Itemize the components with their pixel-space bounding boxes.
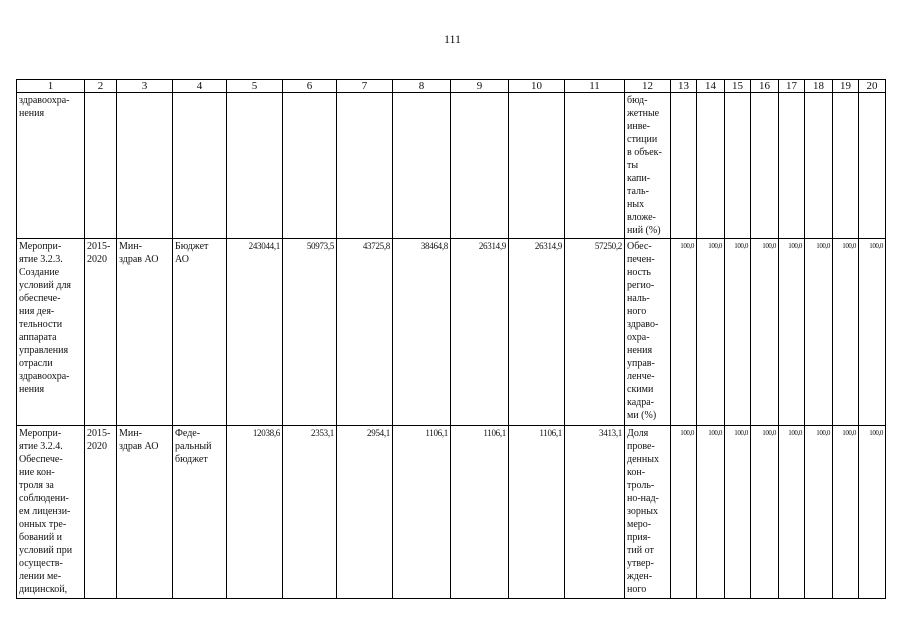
- activity-name: Меропри- ятие 3.2.4. Обеспече- ние кон- троля за соблюдени- ем лицензи- онных тре- бований и условий при осуществ- лении ме- дицинской,: [19, 428, 73, 595]
- period-cell: [85, 239, 117, 426]
- column-header: 17: [779, 80, 805, 93]
- amount-cell: 38464,8: [393, 239, 451, 426]
- percent-cell: 100,0: [751, 426, 779, 599]
- column-header: 5: [227, 80, 283, 93]
- percent-cell: 100,0: [779, 426, 805, 599]
- percent-cell: 100,0: [859, 239, 886, 426]
- indicator-cell: [625, 93, 671, 239]
- amount-cell: [227, 93, 283, 239]
- amount-cell: 2353,1: [283, 426, 337, 599]
- funding-source: Бюджет АО: [175, 241, 209, 265]
- amount-cell: 12038,6: [227, 426, 283, 599]
- amount-cell: 50973,5: [283, 239, 337, 426]
- indicator-text: Обес- печен- ность регио- наль- ного здраво- охра- нения управ- ленче- скими кадра- ми (%): [627, 241, 659, 421]
- column-header: 19: [833, 80, 859, 93]
- funding-source-cell: [173, 93, 227, 239]
- column-header: 8: [393, 80, 451, 93]
- column-header: 2: [85, 80, 117, 93]
- percent-cell: 100,0: [859, 426, 886, 599]
- percent-cell: 100,0: [833, 426, 859, 599]
- amount-cell: 1106,1: [509, 426, 565, 599]
- period-cell: [85, 93, 117, 239]
- percent-cell: [697, 93, 725, 239]
- period: 2015- 2020: [87, 428, 111, 452]
- table-row: [17, 93, 886, 239]
- column-header: 14: [697, 80, 725, 93]
- amount-cell: [565, 93, 625, 239]
- column-header: 7: [337, 80, 393, 93]
- percent-cell: 100,0: [697, 426, 725, 599]
- funding-source-cell: [173, 426, 227, 599]
- amount-cell: 26314,9: [451, 239, 509, 426]
- activity-name-cell: [17, 239, 85, 426]
- column-number-header-row: [17, 80, 886, 93]
- amount-cell: 243044,1: [227, 239, 283, 426]
- column-header: 4: [173, 80, 227, 93]
- percent-cell: 100,0: [725, 426, 751, 599]
- amount-cell: [451, 93, 509, 239]
- amount-cell: [337, 93, 393, 239]
- column-header: 6: [283, 80, 337, 93]
- column-header: 15: [725, 80, 751, 93]
- percent-cell: 100,0: [697, 239, 725, 426]
- table-row: [17, 426, 886, 599]
- percent-cell: 100,0: [805, 239, 833, 426]
- column-header: 20: [859, 80, 886, 93]
- page-number: 111: [443, 32, 462, 46]
- percent-cell: [779, 93, 805, 239]
- amount-cell: 57250,2: [565, 239, 625, 426]
- amount-cell: 3413,1: [565, 426, 625, 599]
- column-header: 13: [671, 80, 697, 93]
- column-header: 16: [751, 80, 779, 93]
- activity-name: здравоохра- нения: [19, 95, 70, 119]
- activity-name-cell: [17, 93, 85, 239]
- percent-cell: [725, 93, 751, 239]
- column-header: 11: [565, 80, 625, 93]
- activity-name: Меропри- ятие 3.2.3. Создание условий для обеспече- ния дея- тельности аппарата управления отрасли здравоохра- нения: [19, 241, 72, 395]
- percent-cell: 100,0: [751, 239, 779, 426]
- program-activities-table: [16, 79, 886, 599]
- period-cell: [85, 426, 117, 599]
- indicator-cell: [625, 426, 671, 599]
- table-row: [17, 239, 886, 426]
- executor: Мин- здрав АО: [119, 241, 159, 265]
- amount-cell: 43725,8: [337, 239, 393, 426]
- percent-cell: [751, 93, 779, 239]
- period: 2015- 2020: [87, 241, 111, 265]
- column-header: 18: [805, 80, 833, 93]
- amount-cell: [283, 93, 337, 239]
- percent-cell: [859, 93, 886, 239]
- amount-cell: 2954,1: [337, 426, 393, 599]
- executor-cell: [117, 426, 173, 599]
- executor-cell: [117, 239, 173, 426]
- indicator-cell: [625, 239, 671, 426]
- column-header: 3: [117, 80, 173, 93]
- indicator-text: бюд- жетные инве- стиции в объек- ты капи- таль- ных вложе- ний (%): [627, 95, 662, 236]
- percent-cell: [671, 93, 697, 239]
- funding-source-cell: [173, 239, 227, 426]
- percent-cell: 100,0: [805, 426, 833, 599]
- percent-cell: 100,0: [671, 239, 697, 426]
- column-header: 12: [625, 80, 671, 93]
- activity-name-cell: [17, 426, 85, 599]
- amount-cell: [393, 93, 451, 239]
- executor-cell: [117, 93, 173, 239]
- amount-cell: [509, 93, 565, 239]
- percent-cell: 100,0: [833, 239, 859, 426]
- percent-cell: 100,0: [779, 239, 805, 426]
- funding-source: Феде- ральный бюджет: [175, 428, 212, 465]
- percent-cell: 100,0: [725, 239, 751, 426]
- column-header: 10: [509, 80, 565, 93]
- percent-cell: 100,0: [671, 426, 697, 599]
- amount-cell: 1106,1: [393, 426, 451, 599]
- percent-cell: [805, 93, 833, 239]
- column-header: 9: [451, 80, 509, 93]
- column-header: 1: [17, 80, 85, 93]
- amount-cell: 1106,1: [451, 426, 509, 599]
- amount-cell: 26314,9: [509, 239, 565, 426]
- executor: Мин- здрав АО: [119, 428, 159, 452]
- indicator-text: Доля прове- денных кон- троль- но-над- зорных меро- прия- тий от утвер- жден- ного: [627, 428, 659, 595]
- percent-cell: [833, 93, 859, 239]
